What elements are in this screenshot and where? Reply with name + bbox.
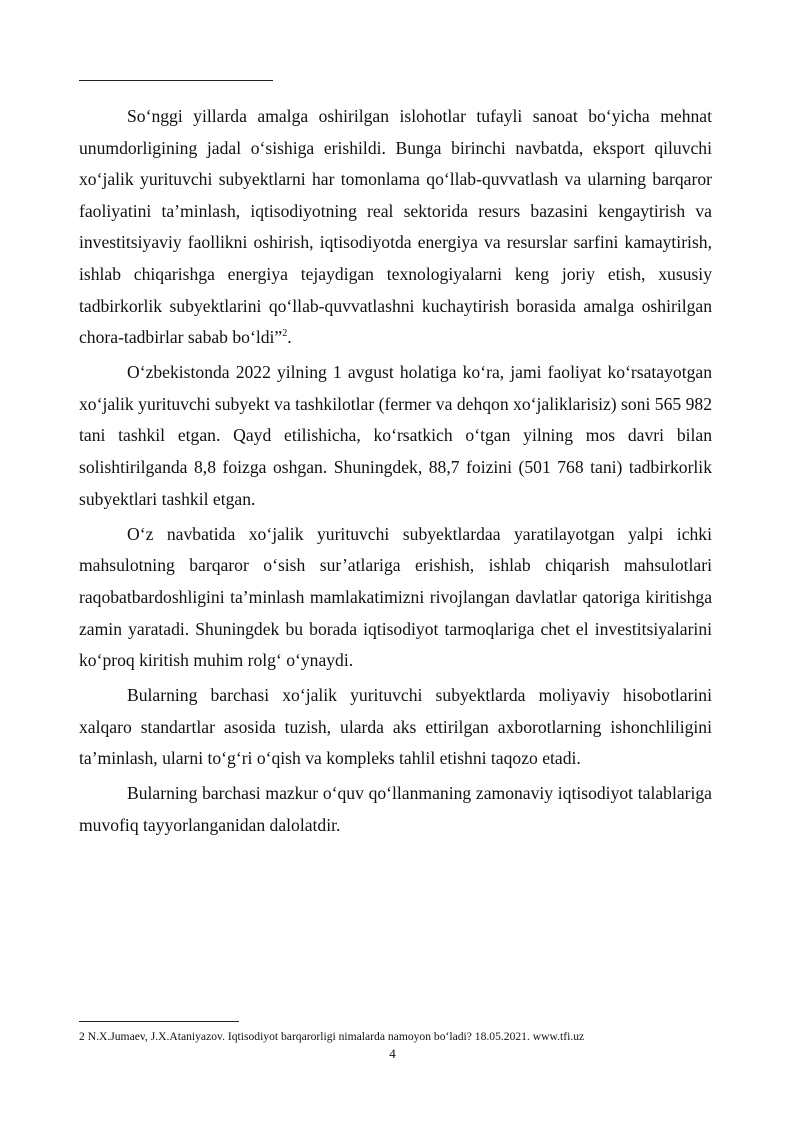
- paragraph-1: [79, 101, 712, 354]
- footnote: 2 N.X.Jumaev, J.X.Ataniyazov. Iqtisodiyot barqarorligi nimalarda namoyon bo‘ladi? 18.05.2021. www.tfi.uz: [79, 1030, 585, 1043]
- footnote-divider: [79, 1021, 239, 1022]
- main-text: [79, 101, 712, 845]
- paragraph-1-text: So‘nggi yillarda amalga oshirilgan islohotlar tufayli sanoat bo‘yicha mehnat unumdorligining jadal o‘sishiga erishildi. Bunga birinchi navbatda, eksport qiluvchi xo‘jalik yurituvchi subyektlarni har tomonlama qo‘llab-quvvatlash va ularning barqaror faoliyatini ta’minlash, iqtisodiyotning real sektorida resurs bazasini kengaytirish va investitsiyaviy faollikni oshirish, iqtisodiyotda energiya va resurslar sarfini kamaytirish, ishlab chiqarishga energiya tejaydigan texnologiyalarni keng joriy etish, xususiy tadbirkorlik subyektlarini qo‘llab-quvvatlashni kuchaytirish borasida amalga oshirilgan chora-tadbirlar sabab bo‘ldi”: [79, 106, 712, 348]
- page-number: 4: [389, 1046, 396, 1061]
- footnote-reference[interactable]: 2: [282, 328, 288, 340]
- top-divider: [79, 80, 273, 81]
- paragraph-4: Bularning barchasi xo‘jalik yurituvchi subyektlarda moliyaviy hisobotlarini xalqaro standartlar asosida tuzish, ularda aks ettirilgan axborotlarning ishonchliligini ta’minlash, ularni to‘g‘ri o‘qish va kompleks tahlil etishni taqozo etadi.: [79, 685, 712, 769]
- paragraph-3: O‘z navbatida xo‘jalik yurituvchi subyektlardaa yaratilayotgan yalpi ichki mahsulotning barqaror o‘sish sur’atlariga erishish, ishlab chiqarish mahsulotlari raqobatbardoshligini ta’minlash mamlakatimizni rivojlangan davlatlar qatoriga kiritishga zamin yaratadi. Shuningdek bu borada iqtisodiyot tarmoqlariga chet el investitsiyalarini ko‘proq kiritish muhim rolg‘ o‘ynaydi.: [79, 523, 712, 671]
- paragraph-5: Bularning barchasi mazkur o‘quv qo‘llanmaning zamonaviy iqtisodiyot talablariga muvofiq tayyorlanganidan dalolatdir.: [79, 783, 712, 836]
- paragraph-1-tail: .: [287, 327, 292, 348]
- paragraph-2: O‘zbekistonda 2022 yilning 1 avgust holatiga ko‘ra, jami faoliyat ko‘rsatayotgan xo‘jalik yurituvchi subyekt va tashkilotlar (fermer va dehqon xo‘jaliklarisiz) soni 565 982 tani tashkil etgan. Qayd etilishicha, ko‘rsatkich o‘tgan yilning mos davri bilan solishtirilganda 8,8 foizga oshgan. Shuningdek, 88,7 foizini (501 768 tani) tadbirkorlik subyektlari tashkil etgan.: [79, 362, 712, 509]
